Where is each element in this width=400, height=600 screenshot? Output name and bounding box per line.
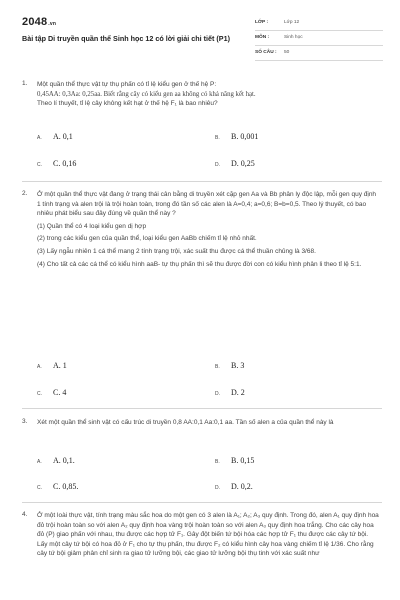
meta-value: Lớp 12 (284, 20, 300, 25)
question-stem (37, 190, 380, 272)
option-label: C. (37, 391, 42, 397)
option-label: D. (215, 485, 220, 491)
question-line: Một quần thể thực vật tự thụ phấn có tỉ lệ kiểu gen ở thế hệ P: (37, 81, 217, 88)
question-stem (37, 80, 380, 109)
option-text: C. 0,85. (53, 482, 79, 491)
question-number: 1. (22, 80, 28, 87)
option-b[interactable] (215, 132, 258, 141)
option-label: C. (37, 485, 42, 491)
question-line: 0,45AA: 0,3Aa: 0,25aa. Biết rằng cây có kiểu gen aa không có khả năng kết hạt. (37, 90, 256, 98)
question-stem (37, 511, 380, 562)
answer-options (37, 482, 380, 492)
question-3 (22, 418, 382, 498)
answer-options (37, 132, 380, 142)
option-b[interactable] (215, 361, 244, 370)
option-d[interactable] (215, 482, 253, 491)
answer-options (37, 388, 380, 398)
option-a[interactable] (37, 456, 75, 465)
question-stem (37, 418, 380, 431)
answer-options (37, 456, 380, 466)
question-2 (22, 190, 382, 405)
question-divider (22, 408, 382, 409)
option-text: A. 0,1 (53, 132, 73, 141)
answer-options (37, 361, 380, 371)
question-number: 4. (22, 511, 28, 518)
option-text: D. 0,2. (231, 482, 253, 491)
meta-key: SỐ CÂU : (255, 50, 277, 55)
option-text: B. 0,001 (231, 132, 259, 141)
option-text: A. 0,1. (53, 456, 75, 465)
option-label: D. (215, 162, 220, 168)
statement: (4) Cho tất cả các cá thể có kiểu hình aaB- tự thụ phấn thì sẽ thu được đời con có kiểu hình phân li theo tỉ lệ 5:1. (37, 260, 362, 268)
option-c[interactable] (37, 482, 78, 491)
option-d[interactable] (215, 388, 245, 397)
option-label: B. (215, 135, 220, 141)
option-text: C. 4 (53, 388, 67, 397)
answer-options (37, 159, 380, 169)
question-1 (22, 80, 382, 180)
option-label: A. (37, 135, 42, 141)
question-text: Xét một quần thể sinh vật có cấu trúc di truyền 0,8 AA:0,1 Aa:0,1 aa. Tần số alen a của quần thể này là (37, 419, 334, 426)
statement: (2) trong các kiểu gen của quần thể, loại kiểu gen AaBb chiếm tỉ lệ nhỏ nhất. (37, 235, 257, 243)
option-label: B. (215, 459, 220, 465)
option-label: D. (215, 391, 220, 397)
option-a[interactable] (37, 361, 67, 370)
meta-key: MÔN : (255, 35, 270, 40)
logo-suffix: .vn (48, 21, 57, 27)
option-text: D. 2 (231, 388, 245, 397)
option-a[interactable] (37, 132, 73, 141)
question-divider (22, 181, 382, 182)
document-meta (255, 16, 383, 61)
meta-value: Sinh học (284, 35, 303, 40)
question-text: Ở một loài thực vật, tính trạng màu sắc hoa do một gen có 3 alen là A₁; A₂; A₃ quy định. Trong đó, alen A₁ quy định hoa đỏ trội hoàn toàn so với alen A₂ quy định hoa vàng trội hoàn toàn so với alen A₃ quy định hoa trắng. Cho các cây hoa đỏ (P) giao phấn với nhau, thu được các hợp tử F₁. Gây đột biến tứ bội hóa các hợp tử F₁ thu được các cây tứ bội. Lấy một cây tứ bội có hoa đỏ ở F₁ cho tự thụ phấn, thu được F₂ có kiểu hình cây hoa vàng chiếm tỉ lệ 1/36. Cho rằng cây tứ bội giảm phân chỉ sinh ra giao tử lưỡng bội, các giao tử lưỡng bội thụ tinh với xác suất như (37, 512, 379, 558)
option-text: C. 0,16 (53, 159, 77, 168)
option-d[interactable] (215, 159, 255, 168)
option-b[interactable] (215, 456, 254, 465)
meta-key: LỚP : (255, 20, 269, 25)
question-text: Ở một quần thể thực vật đang ở trạng thái cân bằng di truyền xét cặp gen Aa và Bb phân ly độc lập, mỗi gen quy định 1 tính trạng và alen trội là trội hoàn toàn, trong đó tần số các alen là A=0,4; a=0,6; B=b=0,5. Theo lý thuyết, có bao nhiêu phát biểu sau đây đúng về quần thể này ? (37, 191, 377, 218)
question-line: Theo lí thuyết, tỉ lệ cây không kết hạt ở thế hệ F₁ là bao nhiêu? (37, 100, 218, 108)
meta-row-subject (255, 31, 383, 46)
option-label: B. (215, 364, 220, 370)
question-number: 3. (22, 418, 28, 425)
site-logo[interactable] (22, 16, 56, 28)
option-label: C. (37, 162, 42, 168)
option-text: A. 1 (53, 361, 67, 370)
page-header (22, 14, 382, 68)
option-text: D. 0,25 (231, 159, 255, 168)
logo-text: 2048 (22, 16, 48, 28)
meta-value: 50 (284, 50, 290, 55)
option-label: A. (37, 364, 42, 370)
meta-row-count (255, 46, 383, 61)
question-number: 2. (22, 190, 28, 197)
statement: (1) Quần thể có 4 loại kiểu gen dị hợp (37, 222, 147, 230)
meta-row-class (255, 16, 383, 31)
option-text: B. 0,15 (231, 456, 255, 465)
statement: (3) Lấy ngẫu nhiên 1 cá thể mang 2 tính trạng trội, xác suất thu được cá thể thuần chủng là 3/68. (37, 247, 316, 255)
option-text: B. 3 (231, 361, 245, 370)
question-divider (22, 502, 382, 503)
document-title: Bài tập Di truyền quần thể Sinh học 12 có lời giải chi tiết (P1) (22, 34, 230, 43)
option-label: A. (37, 459, 42, 465)
option-c[interactable] (37, 388, 66, 397)
question-4 (22, 511, 382, 600)
option-c[interactable] (37, 159, 76, 168)
